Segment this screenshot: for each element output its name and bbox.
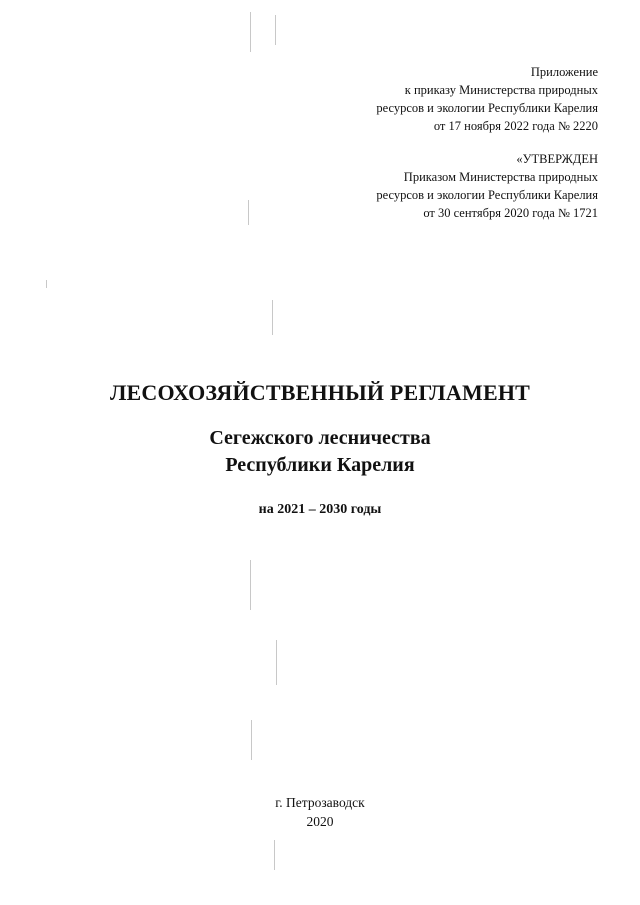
approval-line-4: от 30 сентября 2020 года № 1721 bbox=[423, 206, 598, 220]
document-title: ЛЕСОХОЗЯЙСТВЕННЫЙ РЕГЛАМЕНТ bbox=[109, 380, 531, 405]
approval-note bbox=[376, 150, 598, 222]
footer-year: 2020 bbox=[306, 814, 334, 829]
document-subtitle bbox=[0, 425, 640, 479]
scan-artifact bbox=[250, 560, 251, 610]
scan-artifact bbox=[248, 200, 249, 225]
document-footer bbox=[0, 793, 640, 831]
appendix-line-1: Приложение bbox=[530, 65, 598, 79]
appendix-line-3: ресурсов и экологии Республики Карелия bbox=[376, 101, 598, 115]
scan-artifact bbox=[274, 840, 275, 870]
document-period: на 2021 – 2030 годы bbox=[258, 502, 382, 517]
approval-line-2: Приказом Министерства природных bbox=[403, 170, 598, 184]
scan-artifact bbox=[272, 300, 273, 335]
scan-artifact bbox=[276, 640, 277, 685]
scan-artifact bbox=[250, 12, 251, 52]
appendix-line-2: к приказу Министерства природных bbox=[404, 83, 598, 97]
appendix-line-4: от 17 ноября 2022 года № 2220 bbox=[433, 119, 598, 133]
footer-city: г. Петрозаводск bbox=[275, 795, 365, 810]
subtitle-line-1: Сегежского лесничества bbox=[209, 427, 431, 449]
subtitle-line-2: Республики Карелия bbox=[225, 454, 415, 476]
scan-artifact bbox=[251, 720, 252, 760]
appendix-note bbox=[376, 63, 598, 135]
scan-artifact bbox=[275, 15, 276, 45]
approval-line-1: «УТВЕРЖДЕН bbox=[516, 152, 598, 166]
approval-line-3: ресурсов и экологии Республики Карелия bbox=[376, 188, 598, 202]
scan-artifact bbox=[46, 280, 47, 288]
